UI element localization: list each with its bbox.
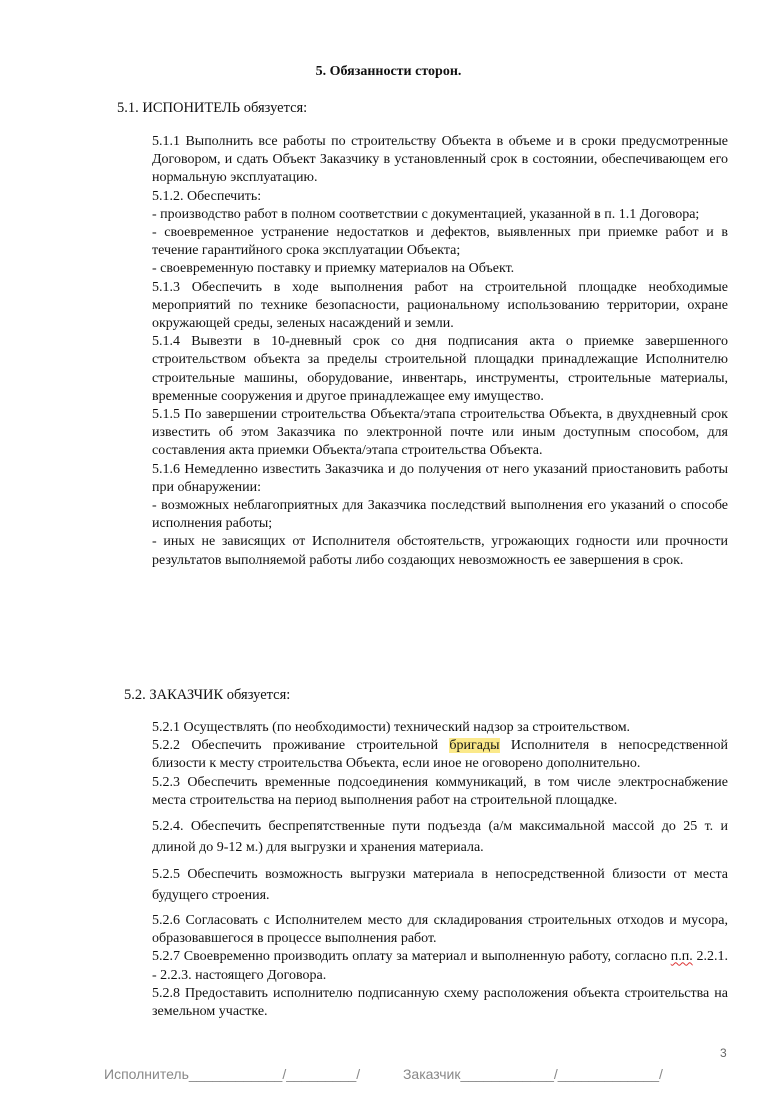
clause-5-2-2-text-a: 5.2.2 Обеспечить проживание строительной [152, 738, 450, 754]
section-5-2-heading: 5.2. ЗАКАЗЧИК обязуется: [124, 687, 291, 703]
clause-5-2-1: 5.2.1 Осуществлять (по необходимости) технический надзор за строительством. [152, 720, 631, 735]
clause-5-2-7 [152, 948, 728, 984]
section-5-1-heading: 5.1. ИСПОНИТЕЛЬ обязуется: [117, 100, 308, 116]
spellcheck-word: п.п. [670, 949, 693, 965]
clause-5-2-7-text-a: 5.2.7 Своевременно производить оплату за материал и выполненную работу, согласно [152, 949, 671, 965]
section-5-2-body [152, 719, 728, 1021]
clause-5-1-2-item-2: - своевременное устранение недостатков и дефектов, выявленных при приемке работ и в течение гарантийного срока эксплуатации Объекта; [152, 225, 728, 259]
clause-5-1-1: 5.1.1 Выполнить все работы по строительству Объекта в объеме и в сроки предусмотренные Договором, и сдать Объект Заказчику в установленный срок в состоянии, обеспечивающем его нормальную эксплуатацию. [152, 134, 728, 186]
clause-5-1-3: 5.1.3 Обеспечить в ходе выполнения работ на строительной площадке необходимые мероприятий по технике безопасности, рациональному использованию территории, охране окружающей среды, зеленых насаждений и земли. [152, 279, 728, 332]
clause-5-2-5: 5.2.5 Обеспечить возможность выгрузки материала в непосредственной близости от места будущего строения. [152, 867, 728, 904]
clause-5-2-2 [152, 737, 728, 773]
clause-5-1-5: 5.1.5 По завершении строительства Объекта/этапа строительства Объекта, в двухдневный срок известить об этом Заказчика по электронной почте или иным доступным способом, для составления акта приемки Объекта/этапа строительства Объекта. [152, 407, 728, 459]
clause-5-2-7-text-b: 2.2.1. - 2.2.3. настоящего Договора. [152, 949, 728, 983]
clause-5-2-6: 5.2.6 Согласовать с Исполнителем место для складирования строительных отходов и мусора, образовавшегося в процессе выполнения работ. [152, 913, 728, 947]
clause-5-1-6: 5.1.6 Немедленно известить Заказчика и до получения от него указаний приостановить работы при обнаружении: [152, 461, 728, 495]
clause-5-2-3: 5.2.3 Обеспечить временные подсоединения коммуникаций, в том числе электроснабжение места строительства на период выполнения работ на строительной площадке. [152, 774, 728, 808]
clause-5-1-2-item-3: - своевременную поставку и приемку материалов на Объект. [152, 261, 515, 277]
highlighted-word: бригады [449, 738, 500, 754]
clause-5-1-6-item-1: - возможных неблагоприятных для Заказчика последствий выполнения его указаний о способе исполнения работы; [152, 498, 728, 532]
signature-footer: Исполнитель____________/_________/ Заказчик____________/_____________/ [104, 1066, 663, 1082]
section-5-1-body [152, 133, 728, 570]
clause-5-1-2: 5.1.2. Обеспечить: [152, 188, 262, 204]
clause-5-2-2-text-b: Исполнителя в непосредственной близости к месту строительства Объекта, если иное не оговорено дополнительно. [152, 738, 728, 772]
clause-5-1-4: 5.1.4 Вывезти в 10-дневный срок со дня подписания акта о приемке завершенного строительством объекта за пределы строительной площадки принадлежащие Исполнителю строительные машины, оборудование, инвентарь, инструменты, строительные материалы, временные сооружения и другое принадлежащее ему имущество. [152, 334, 728, 404]
clause-5-1-6-item-2: - иных не зависящих от Исполнителя обстоятельств, угрожающих годности или прочности результатов выполняемой работы либо создающих невозможность ее завершения в срок. [152, 534, 728, 568]
clause-5-2-8: 5.2.8 Предоставить исполнителю подписанную схему расположения объекта строительства на земельном участке. [152, 985, 728, 1020]
clause-5-1-2-item-1: - производство работ в полном соответствии с документацией, указанной в п. 1.1 Договора; [152, 206, 700, 222]
clause-5-2-4: 5.2.4. Обеспечить беспрепятственные пути подъезда (а/м максимальной массой до 25 т. и длиной до 9-12 м.) для выгрузки и хранения материала. [152, 819, 728, 856]
page-number: 3 [720, 1046, 727, 1060]
section-title: 5. Обязанности сторон. [315, 64, 462, 79]
